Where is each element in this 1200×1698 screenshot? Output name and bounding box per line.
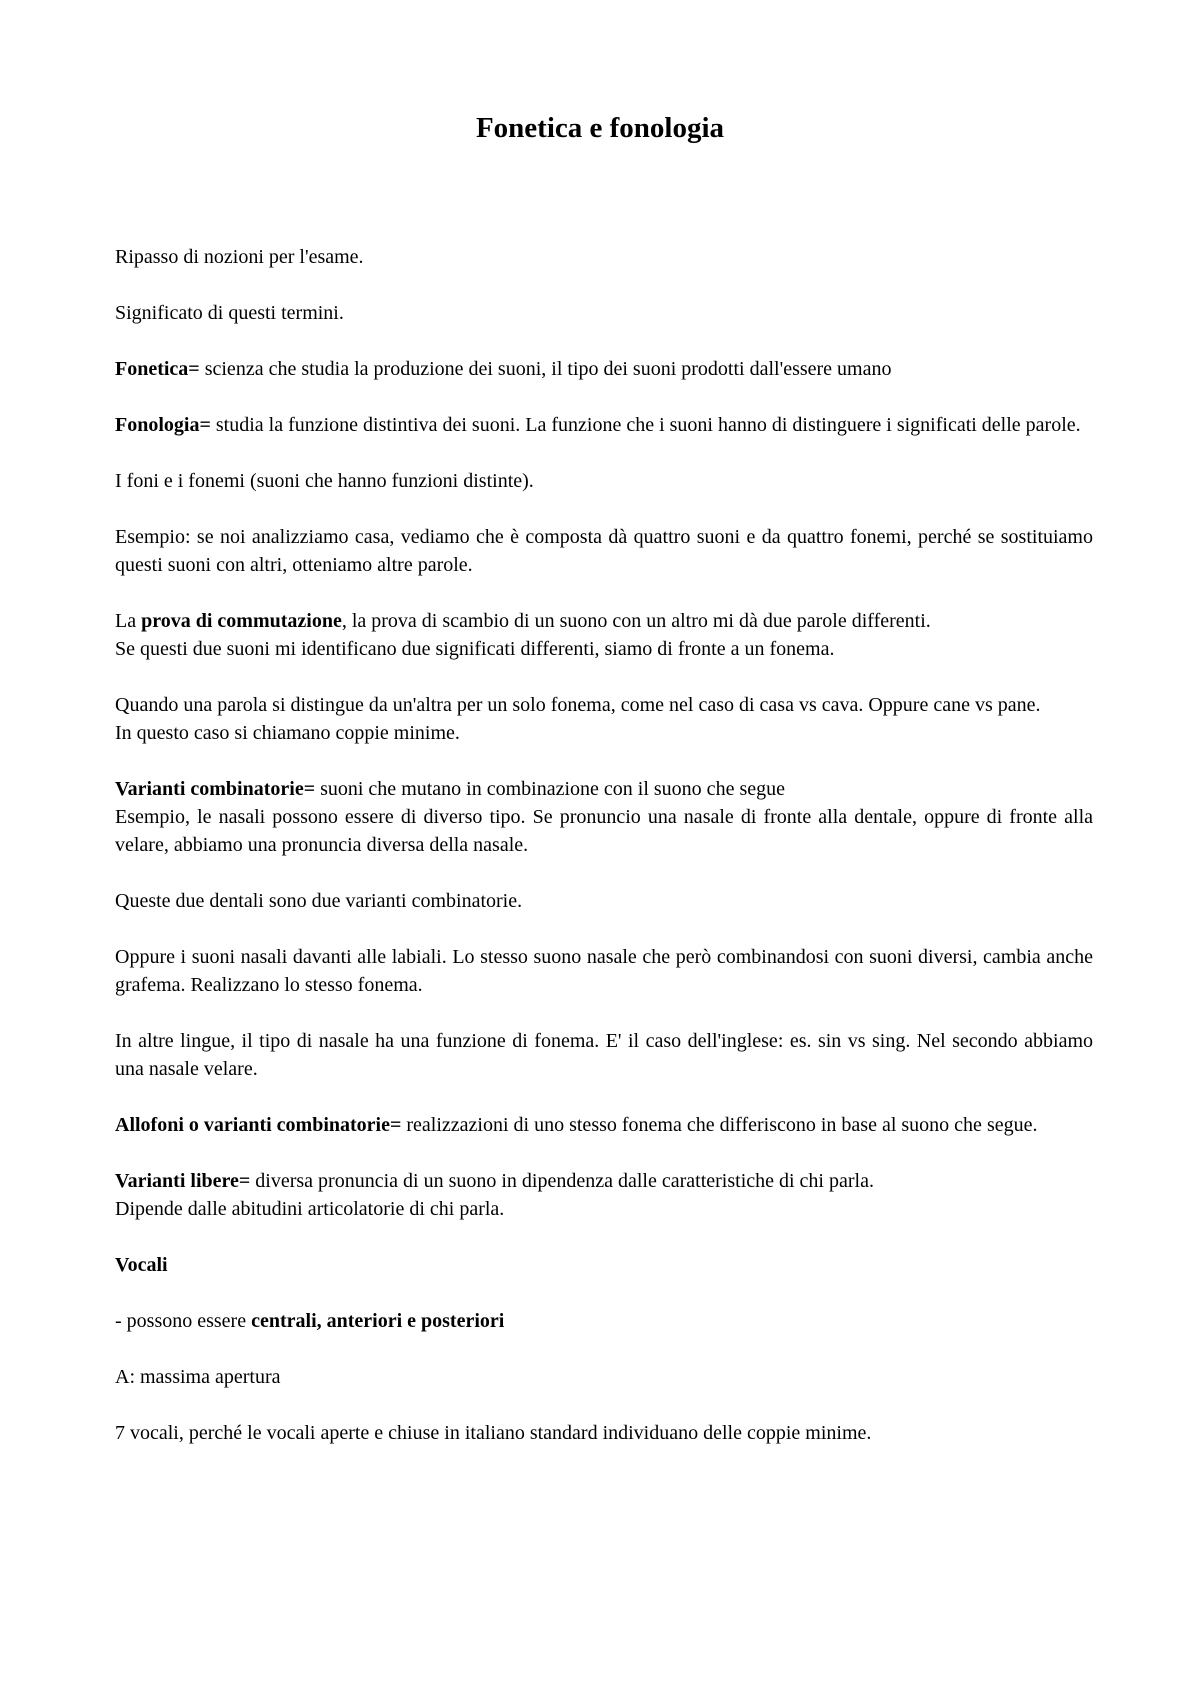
- varianti-definition: suoni che mutano in combinazione con il suono che segue: [315, 778, 785, 800]
- varianti-line-2: Esempio, le nasali possono essere di diverso tipo. Se pronuncio una nasale di fronte alla dentale, oppure di fronte alla velare, abbiamo una pronuncia diversa della nasale.: [115, 806, 1093, 856]
- document-body: [115, 243, 1093, 1475]
- libere-term: Varianti libere=: [115, 1170, 251, 1192]
- esempio-casa-paragraph: Esempio: se noi analizziamo casa, vediamo che è composta dà quattro suoni e da quattro fonemi, perché se sostituiamo questi suoni con altri, otteniamo altre parole.: [115, 526, 1093, 576]
- varianti-combinatorie-paragraph: [115, 775, 1093, 859]
- document-title: Fonetica e fonologia: [475, 112, 725, 144]
- fonologia-definition: studia la funzione distintiva dei suoni. La funzione che i suoni hanno di distinguere i significati delle parole.: [210, 414, 1081, 436]
- libere-line-2: Dipende dalle abitudini articolatorie di chi parla.: [115, 1198, 505, 1220]
- prova-term: prova di commutazione: [141, 610, 342, 632]
- varianti-term: Varianti combinatorie=: [115, 778, 316, 800]
- vocali-heading: Vocali: [115, 1254, 168, 1276]
- fonetica-definition: scienza che studia la produzione dei suoni, il tipo dei suoni prodotti dall'essere umano: [199, 358, 892, 380]
- vocali-pre-text: - possono essere: [115, 1310, 252, 1332]
- allofoni-term: Allofoni o varianti combinatorie=: [115, 1114, 402, 1136]
- vocali-types-paragraph: [115, 1307, 1093, 1335]
- prova-pre-text: La: [115, 610, 142, 632]
- varianti-libere-paragraph: [115, 1167, 1093, 1223]
- varianti-line-1: [115, 775, 1093, 803]
- coppie-minime-paragraph: [115, 691, 1093, 747]
- libere-line-1: [115, 1167, 1093, 1195]
- a-apertura-paragraph: A: massima apertura: [115, 1366, 281, 1388]
- prova-commutazione-paragraph: [115, 607, 1093, 663]
- prova-post-text: , la prova di scambio di un suono con un altro mi dà due parole differenti.: [341, 610, 931, 632]
- fonetica-paragraph: [115, 355, 1093, 383]
- sette-vocali-paragraph: 7 vocali, perché le vocali aperte e chiuse in italiano standard individuano delle coppie minime.: [115, 1422, 872, 1444]
- fonologia-paragraph: [115, 411, 1093, 439]
- allofoni-paragraph: [115, 1111, 1093, 1139]
- intro-paragraph: Ripasso di nozioni per l'esame.: [115, 246, 364, 268]
- terms-paragraph: Significato di questi termini.: [115, 302, 344, 324]
- dentali-paragraph: Queste due dentali sono due varianti combinatorie.: [115, 890, 523, 912]
- coppie-line-2: In questo caso si chiamano coppie minime.: [115, 722, 460, 744]
- prova-line-2: Se questi due suoni mi identificano due significati differenti, siamo di fronte a un fonema.: [115, 638, 835, 660]
- foni-paragraph: I foni e i fonemi (suoni che hanno funzioni distinte).: [115, 470, 534, 492]
- fonologia-term: Fonologia=: [115, 414, 211, 436]
- vocali-heading-paragraph: [115, 1251, 1093, 1279]
- coppie-line-1: Quando una parola si distingue da un'altra per un solo fonema, come nel caso di casa vs cava. Oppure cane vs pane.: [115, 694, 1041, 716]
- libere-definition: diversa pronuncia di un suono in dipendenza dalle caratteristiche di chi parla.: [250, 1170, 874, 1192]
- inglese-paragraph: In altre lingue, il tipo di nasale ha una funzione di fonema. E' il caso dell'inglese: es. sin vs sing. Nel secondo abbiamo una nasale velare.: [115, 1030, 1093, 1080]
- labiali-paragraph: Oppure i suoni nasali davanti alle labiali. Lo stesso suono nasale che però combinandosi con suoni diversi, cambia anche grafema. Realizzano lo stesso fonema.: [115, 946, 1093, 996]
- vocali-types-term: centrali, anteriori e posteriori: [251, 1310, 505, 1332]
- fonetica-term: Fonetica=: [115, 358, 200, 380]
- prova-line-1: [115, 607, 1093, 635]
- allofoni-definition: realizzazioni di uno stesso fonema che differiscono in base al suono che segue.: [401, 1114, 1038, 1136]
